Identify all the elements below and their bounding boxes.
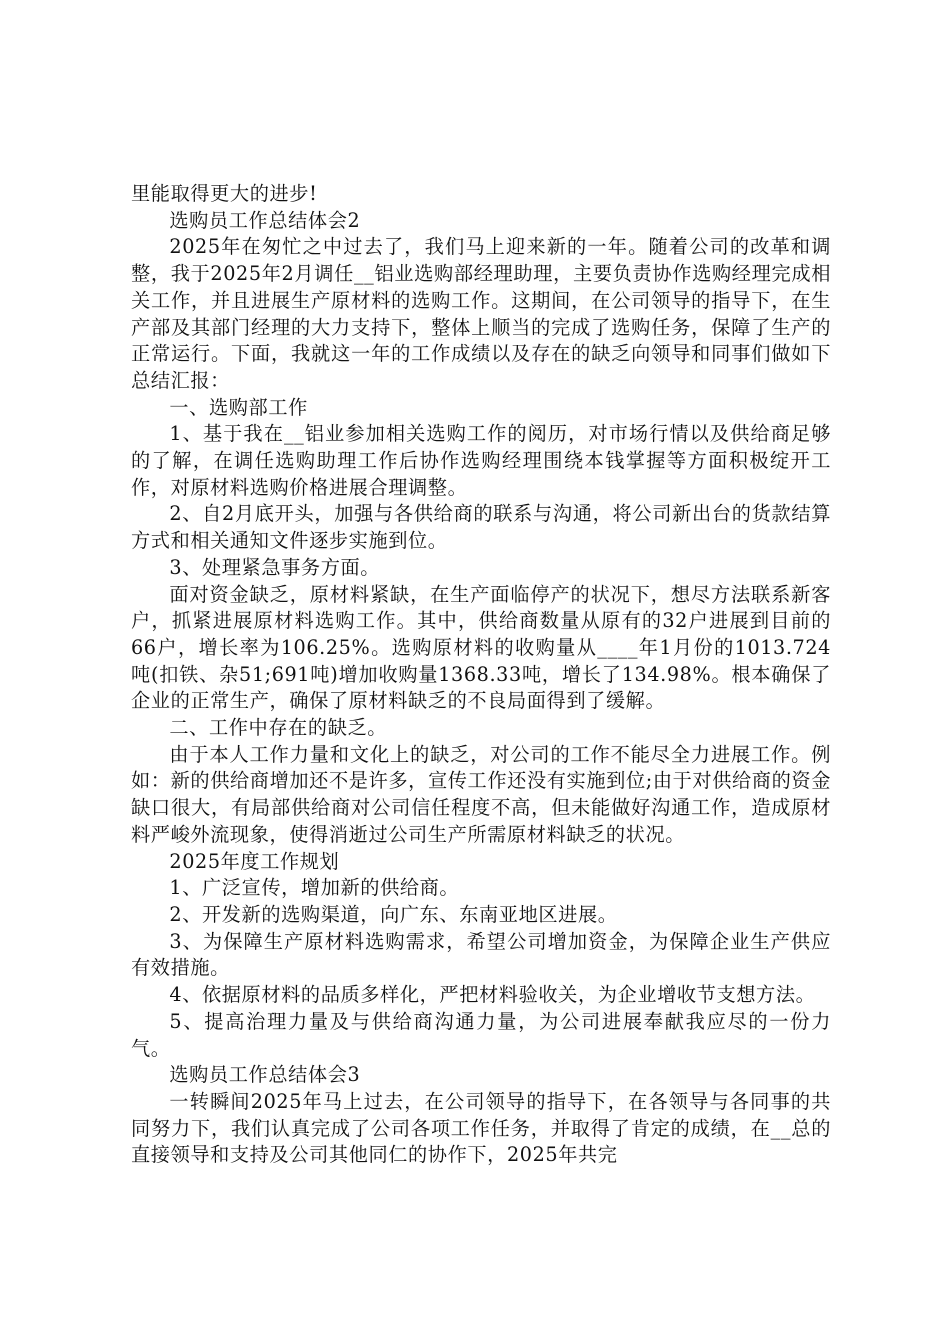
paragraph-item-3: 3、处理紧急事务方面。 [169,555,381,579]
paragraph-emergency-details: 面对资金缺乏，原材料紧缺，在生产面临停产的状况下，想尽方法联系新客户，抓紧进展原材料选购工作。其中，供给商数量从原有的32户进展到目前的66户，增长率为106.25%。选购原材料的收购量从____年1月份的1013.724吨(扣铁、杂51;691吨)增加收购量1368.33吨，增长了134.98%。根本确保了企业的正常生产，确保了原材料缺乏的不良局面得到了缓解。 [131,582,831,713]
paragraph-item-2: 2、自2月底开头，加强与各供给商的联系与沟通，将公司新出台的货款结算方式和相关通知文件逐步实施到位。 [131,502,831,553]
paragraph-shortcomings: 由于本人工作力量和文化上的缺乏，对公司的工作不能尽全力进展工作。例如：新的供给商增加还不是许多，宣传工作还没有实施到位;由于对供给商的资金缺口很大，有局部供给商对公司信任程度不高，但未能做好沟通工作，造成原材料严峻外流现象，使得消逝过公司生产所需原材料缺乏的状况。 [131,742,831,846]
subheading-purchasing-work: 一、选购部工作 [169,395,308,419]
plan-item-5: 5、提高治理力量及与供给商沟通力量，为公司进展奉献我应尽的一份力气。 [131,1009,831,1060]
section-heading-3: 选购员工作总结体会3 [169,1063,361,1087]
paragraph-continuation: 里能取得更大的进步! [131,182,318,205]
document-body [131,181,831,1169]
plan-item-2: 2、开发新的选购渠道，向广东、东南亚地区进展。 [169,902,618,926]
plan-item-3: 3、为保障生产原材料选购需求，希望公司增加资金，为保障企业生产供应有效措施。 [131,929,831,980]
paragraph-item-1: 1、基于我在__铝业参加相关选购工作的阅历，对市场行情以及供给商足够的了解，在调任选购助理工作后协作选购经理围绕本钱掌握等方面积极绽开工作，对原材料选购价格进展合理调整。 [131,422,831,499]
subheading-shortcomings: 二、工作中存在的缺乏。 [169,716,388,740]
plan-item-4: 4、依据原材料的品质多样化，严把材料验收关，为企业增收节支想方法。 [169,983,816,1007]
plan-item-1: 1、广泛宣传，增加新的供给商。 [169,876,460,900]
section-heading-2: 选购员工作总结体会2 [169,208,361,232]
paragraph-intro: 2025年在匆忙之中过去了，我们马上迎来新的一年。随着公司的改革和调整，我于2025年2月调任__铝业选购部经理助理，主要负责协作选购经理完成相关工作，并且进展生产原材料的选购工作。这期间，在公司领导的指导下，在生产部及其部门经理的大力支持下，整体上顺当的完成了选购任务，保障了生产的正常运行。下面，我就这一年的工作成绩以及存在的缺乏向领导和同事们做如下总结汇报： [131,235,831,392]
paragraph-section-3-intro: 一转瞬间2025年马上过去，在公司领导的指导下，在各领导与各同事的共同努力下，我们认真完成了公司各项工作任务，并取得了肯定的成绩，在__总的直接领导和支持及公司其他同仁的协作下，2025年共完 [131,1089,831,1167]
subheading-annual-plan: 2025年度工作规划 [169,849,340,873]
